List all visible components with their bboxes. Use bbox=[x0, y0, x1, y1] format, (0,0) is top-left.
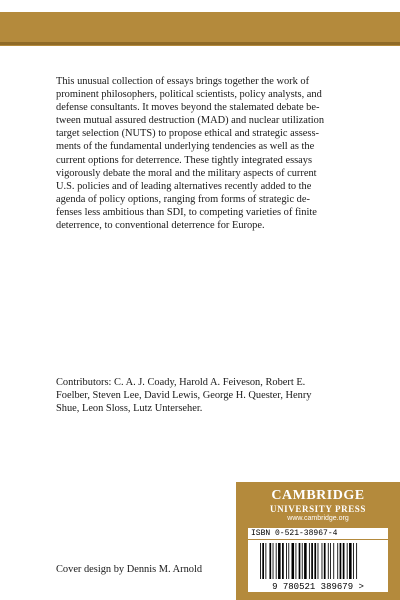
barcode-bar bbox=[314, 543, 316, 579]
barcode-bar bbox=[330, 543, 331, 579]
top-band-rule bbox=[0, 42, 400, 45]
barcode-bar bbox=[322, 543, 323, 579]
barcode-bar bbox=[318, 543, 319, 579]
blurb-line: agenda of policy options, ranging from forms of strategic de- bbox=[56, 193, 310, 205]
barcode-bar bbox=[324, 543, 326, 579]
blurb-line: This unusual collection of essays brings together the work of bbox=[56, 76, 310, 87]
blurb-line: current options for deterrence. These tightly integrated essays bbox=[56, 154, 313, 166]
publisher-url: www.cambridge.org bbox=[287, 515, 349, 522]
barcode-bar bbox=[337, 543, 338, 579]
contributors-line: Foelber, Steven Lee, David Lewis, George H. Quester, Henry bbox=[56, 390, 312, 402]
barcode-bar bbox=[282, 543, 284, 579]
barcode-bar bbox=[286, 543, 287, 579]
isbn-label: ISBN 0-521-38967-4 bbox=[248, 528, 388, 539]
barcode-bar bbox=[292, 543, 295, 579]
barcode-bar bbox=[278, 543, 281, 579]
barcode-bar bbox=[343, 543, 345, 579]
barcode-bar bbox=[296, 543, 297, 579]
barcode-bar bbox=[273, 543, 274, 579]
publisher-name: CAMBRIDGE bbox=[271, 488, 365, 503]
barcode bbox=[248, 540, 388, 592]
barcode-bar bbox=[353, 543, 354, 579]
barcode-bars bbox=[260, 543, 357, 579]
barcode-digits: 9 780521 389679 > bbox=[272, 582, 364, 592]
barcode-bar bbox=[340, 543, 342, 579]
publisher-box bbox=[236, 482, 400, 600]
barcode-bar bbox=[311, 543, 313, 579]
description-blurb bbox=[56, 75, 356, 232]
blurb-line: fenses less ambitious than SDI, to competing varieties of finite bbox=[56, 206, 317, 218]
blurb-line: defense consultants. It moves beyond the stalemated debate be- bbox=[56, 102, 320, 114]
barcode-bar bbox=[276, 543, 277, 579]
barcode-bar bbox=[302, 543, 303, 579]
blurb-line: ments of the fundamental underlying tendencies as well as the bbox=[56, 141, 315, 153]
barcode-bar bbox=[304, 543, 307, 579]
contributors-line: Contributors: C. A. J. Coady, Harold A. Feiveson, Robert E. bbox=[56, 377, 306, 388]
barcode-bar bbox=[328, 543, 329, 579]
blurb-line: U.S. policies and of leading alternatives recently added to the bbox=[56, 180, 312, 192]
barcode-bar bbox=[262, 543, 264, 579]
barcode-bar bbox=[269, 543, 271, 579]
contributors-line: Shue, Leon Sloss, Lutz Unterseher. bbox=[56, 403, 203, 415]
contributors-list bbox=[56, 376, 356, 415]
barcode-bar bbox=[288, 543, 289, 579]
blurb-line: target selection (NUTS) to propose ethical and strategic assess- bbox=[56, 128, 319, 140]
blurb-line: prominent philosophers, political scientists, policy analysts, and bbox=[56, 89, 322, 101]
barcode-bar bbox=[309, 543, 310, 579]
barcode-bar bbox=[347, 543, 348, 579]
blurb-line: tween mutual assured destruction (MAD) and nuclear utilization bbox=[56, 115, 325, 127]
barcode-graphic bbox=[248, 540, 388, 592]
barcode-bar bbox=[260, 543, 261, 579]
barcode-bar bbox=[349, 543, 352, 579]
cover-design-credit: Cover design by Dennis M. Arnold bbox=[56, 564, 203, 575]
barcode-bar bbox=[333, 543, 334, 579]
blurb-line: deterrence, to conventional deterrence for Europe. bbox=[56, 220, 265, 232]
publisher-subtitle: UNIVERSITY PRESS bbox=[269, 504, 367, 514]
blurb-line: vigorously debate the moral and the military aspects of current bbox=[56, 167, 317, 179]
barcode-bar bbox=[356, 543, 357, 579]
barcode-bar bbox=[265, 543, 266, 579]
top-color-band bbox=[0, 12, 400, 46]
barcode-bar bbox=[299, 543, 301, 579]
